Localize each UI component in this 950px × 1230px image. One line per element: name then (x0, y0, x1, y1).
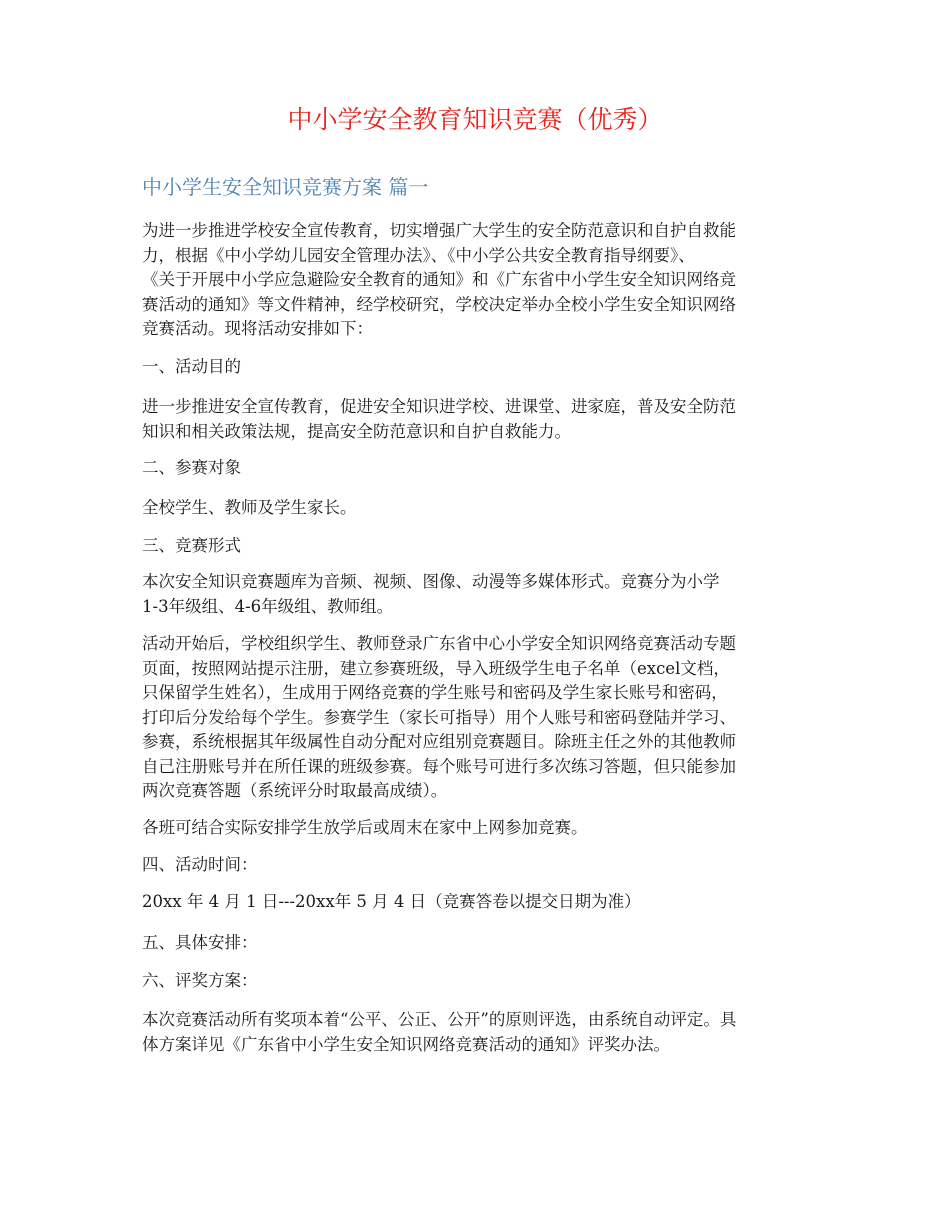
document-title: 中小学安全教育知识竞赛（优秀） (287, 105, 663, 134)
activity-time-paragraph: 20xx 年 4 月 1 日---20xx年 5 月 4 日（竞赛答卷以提交日期为准） (142, 892, 641, 911)
heading-participants: 二、参赛对象 (142, 458, 241, 477)
heading-activity-time: 四、活动时间： (142, 855, 258, 874)
format-paragraph: 本次安全知识竞赛题库为音频、视频、图像、动漫等多媒体形式。竞赛分为小学 1-3年级组、4-6年级组、教师组。 (142, 572, 720, 616)
purpose-paragraph: 进一步推进安全宣传教育，促进安全知识进学校、进课堂、进家庭，普及安全防范 知识和相关政策法规，提高安全防范意识和自护自救能力。 (142, 397, 736, 441)
award-plan-paragraph: 本次竞赛活动所有奖项本着“公平、公正、公开”的原则评选，由系统自动评定。具 体方案详见《广东省中小学生安全知识网络竞赛活动的通知》评奖办法。 (142, 1010, 737, 1054)
heading-activity-purpose: 一、活动目的 (142, 357, 241, 376)
class-arrangement-paragraph: 各班可结合实际安排学生放学后或周末在家中上网参加竞赛。 (142, 818, 588, 837)
procedure-paragraph: 活动开始后，学校组织学生、教师登录广东省中心小学安全知识网络竞赛活动专题 页面，按照网站提示注册，建立参赛班级，导入班级学生电子名单（excel文档， 只保留学生姓名），生成用于网络竞赛的学生账号和密码及学生家长账号和密码， 打印后分发给每个学生。参赛学生（家长可指导）用个人账号和密码登陆并学习、 参赛，系统根据其年级属性自动分配对应组别竞赛题目。除班主任之外的其他教师 自己注册账号并在所任课的班级参赛。每个账号可进行多次练习答题，但只能参加 两次竞赛答题（系统评分时取最高成绩）。 (142, 634, 736, 800)
intro-paragraph: 为进一步推进学校安全宣传教育，切实增强广大学生的安全防范意识和自护自救能 力，根据《中小学幼儿园安全管理办法》、《中小学公共安全教育指导纲要》、 《关于开展中小学应急避险安全教育的通知》和《广东省中小学生安全知识网络竞 赛活动的通知》等文件精神，经学校研究，学校决定举办全校小学生安全知识网络 竞赛活动。现将活动安排如下： (142, 221, 736, 338)
heading-award-plan: 六、评奖方案： (142, 971, 258, 990)
heading-competition-format: 三、竞赛形式 (142, 536, 241, 555)
heading-specific-arrangements: 五、具体安排： (142, 933, 258, 952)
section-title: 中小学生安全知识竞赛方案 篇一 (142, 175, 429, 199)
participants-paragraph: 全校学生、教师及学生家长。 (142, 498, 357, 517)
